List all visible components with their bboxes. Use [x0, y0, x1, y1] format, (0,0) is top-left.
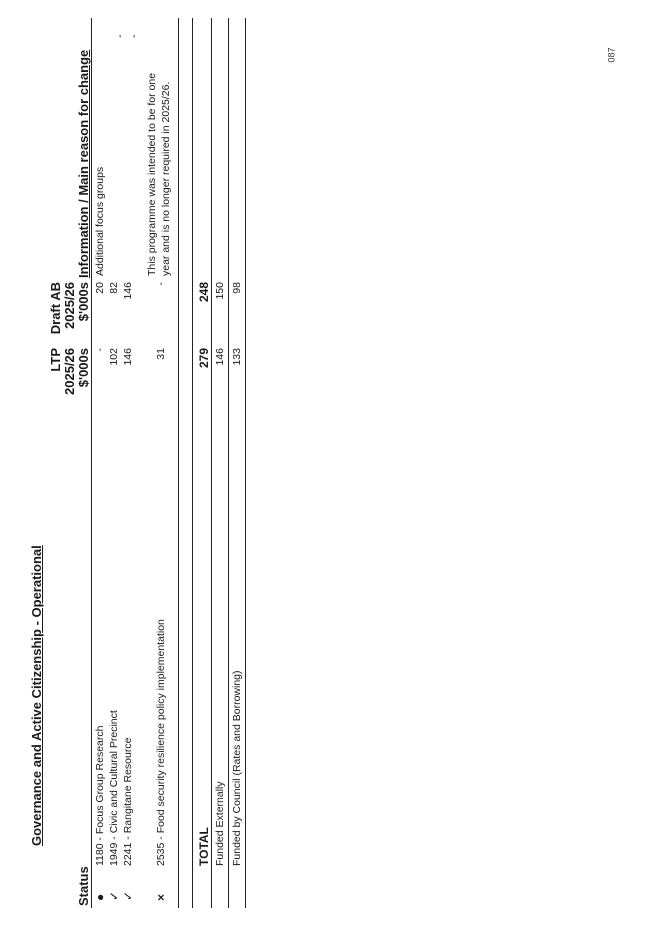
ltp-value: 146 [122, 348, 134, 366]
totals-top-rule [178, 18, 179, 908]
funded-externally-ltp: 146 [214, 348, 226, 366]
dash-marker: - [128, 34, 140, 38]
total-rule [211, 18, 212, 908]
funded-externally-label: Funded Externally [214, 781, 226, 866]
total-ltp-value: 279 [197, 348, 211, 369]
page-number: 087 [606, 47, 617, 63]
ltp-header-3: $'000s [76, 348, 91, 388]
funded-externally-rule [228, 18, 229, 908]
section-title: Governance and Active Citizenship - Operational [29, 545, 44, 846]
status-header: Status [76, 866, 91, 906]
cross-icon: × [154, 893, 168, 901]
ltp-value: - [94, 348, 106, 352]
item-label: 2535 - Food security resilience policy implementation [155, 619, 167, 866]
draft-value: 82 [108, 282, 120, 294]
info-header: Information / Main reason for change [76, 49, 91, 278]
check-icon: ✓ [107, 890, 121, 901]
draft-value: 20 [94, 282, 106, 294]
item-label: 1949 - Civic and Cultural Precinct [108, 710, 120, 866]
ltp-header-2: 2025/26 [62, 348, 77, 395]
funded-council-rule [245, 18, 246, 908]
ltp-value: 102 [108, 348, 120, 366]
ltp-value: 31 [155, 348, 167, 360]
draft-value: - [155, 282, 167, 286]
item-label: 2241 - Rangitane Resource [122, 737, 134, 866]
funded-council-ltp: 133 [231, 348, 243, 366]
funded-council-draft: 98 [231, 282, 243, 294]
draft-header-2: 2025/26 [62, 282, 77, 329]
draft-header-3: $'000s [76, 282, 91, 322]
funded-council-label: Funded by Council (Rates and Borrowing) [231, 670, 243, 866]
filled-circle-icon: ● [93, 893, 107, 901]
info-text-line-2: year and is no longer required in 2025/26. [160, 81, 172, 276]
totals-top-rule-2 [192, 18, 193, 908]
draft-header-1: Draft AB [48, 282, 63, 335]
info-text-line-1: This programme was intended to be for one [146, 72, 158, 276]
item-label: 1180 - Focus Group Research [94, 725, 106, 866]
total-label: TOTAL [197, 827, 211, 866]
ltp-header-1: LTP [48, 348, 63, 372]
info-text: Additional focus groups [94, 166, 106, 276]
header-rule [91, 18, 92, 908]
total-draft-value: 248 [197, 282, 211, 303]
check-icon: ✓ [121, 890, 135, 901]
funded-externally-draft: 150 [214, 282, 226, 300]
draft-value: 146 [122, 282, 134, 300]
dash-marker: - [114, 34, 126, 38]
